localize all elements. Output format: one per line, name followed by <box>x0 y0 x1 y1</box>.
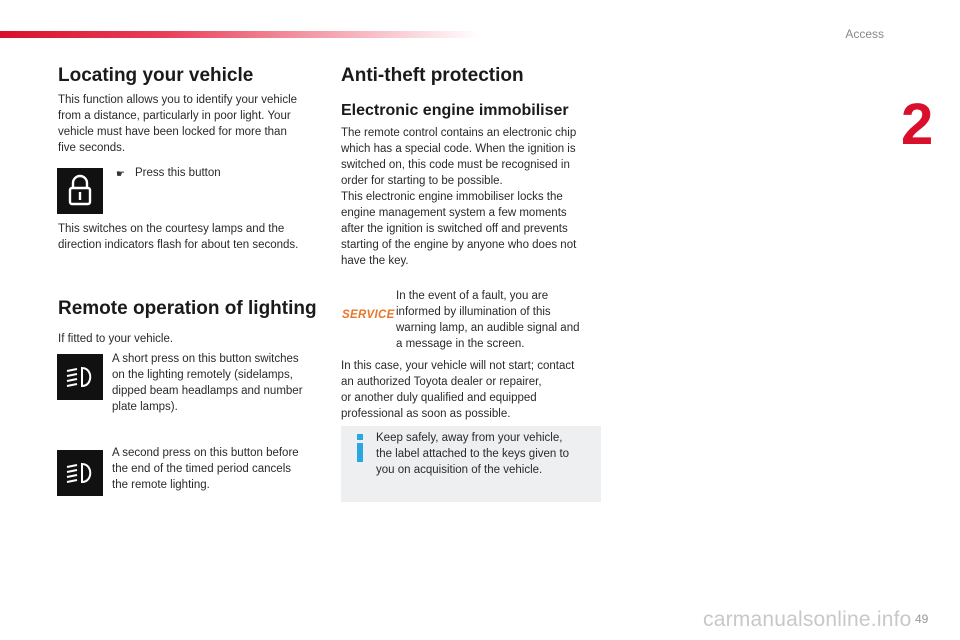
headlamp-icon <box>57 354 103 400</box>
locating-after: This switches on the courtesy lamps and the direction indicators flash for about ten seconds. <box>58 223 299 251</box>
antitheft-title: Anti-theft protection <box>341 65 524 86</box>
section-label: Access <box>845 27 884 41</box>
locating-title: Locating your vehicle <box>58 65 254 86</box>
case-text: In this case, your vehicle will not start; contact an authorized Toyota dealer or repairer, or another duly qualified and equipped professional as soon as possible. <box>341 360 575 420</box>
watermark: carmanualsonline.info <box>703 608 912 631</box>
service-warning-icon: SERVICE <box>342 309 395 321</box>
page-number: 49 <box>915 612 929 626</box>
remote-second-text: A second press on this button before the end of the timed period cancels the remote lighting. <box>112 447 299 491</box>
info-icon <box>355 433 365 463</box>
fault-text: In the event of a fault, you are informed by illumination of this warning lamp, an audible signal and a message in the screen. <box>396 290 580 350</box>
remote-fitted: If fitted to your vehicle. <box>58 333 174 345</box>
chapter-number: 2 <box>901 92 934 157</box>
remote-title: Remote operation of lighting <box>58 298 317 319</box>
lock-icon <box>57 168 103 214</box>
headlamp-icon <box>57 450 103 496</box>
locating-intro: This function allows you to identify your vehicle from a distance, particularly in poor light. Your vehicle must have been locked for more than five seconds. <box>58 94 298 154</box>
bullet-marker: ☛ <box>116 169 125 180</box>
info-text: Keep safely, away from your vehicle, the label attached to the keys given to you on acquisition of the vehicle. <box>376 432 570 476</box>
remote-first-text: A short press on this button switches on the lighting remotely (sidelamps, dipped beam headlamps and number plate lamps). <box>112 353 303 413</box>
immobiliser-body: The remote control contains an electronic chip which has a special code. When the ignition is switched on, this code must be recognised in order for starting to be possible. This electronic engine immobiliser locks the engine management system a few moments after the ignition is switched off and prevents starting of the engine by anyone who does not have the key. <box>341 127 577 267</box>
immobiliser-subtitle: Electronic engine immobiliser <box>341 102 569 119</box>
header-accent-bar <box>0 31 480 38</box>
locating-bullet-text: Press this button <box>135 167 221 179</box>
